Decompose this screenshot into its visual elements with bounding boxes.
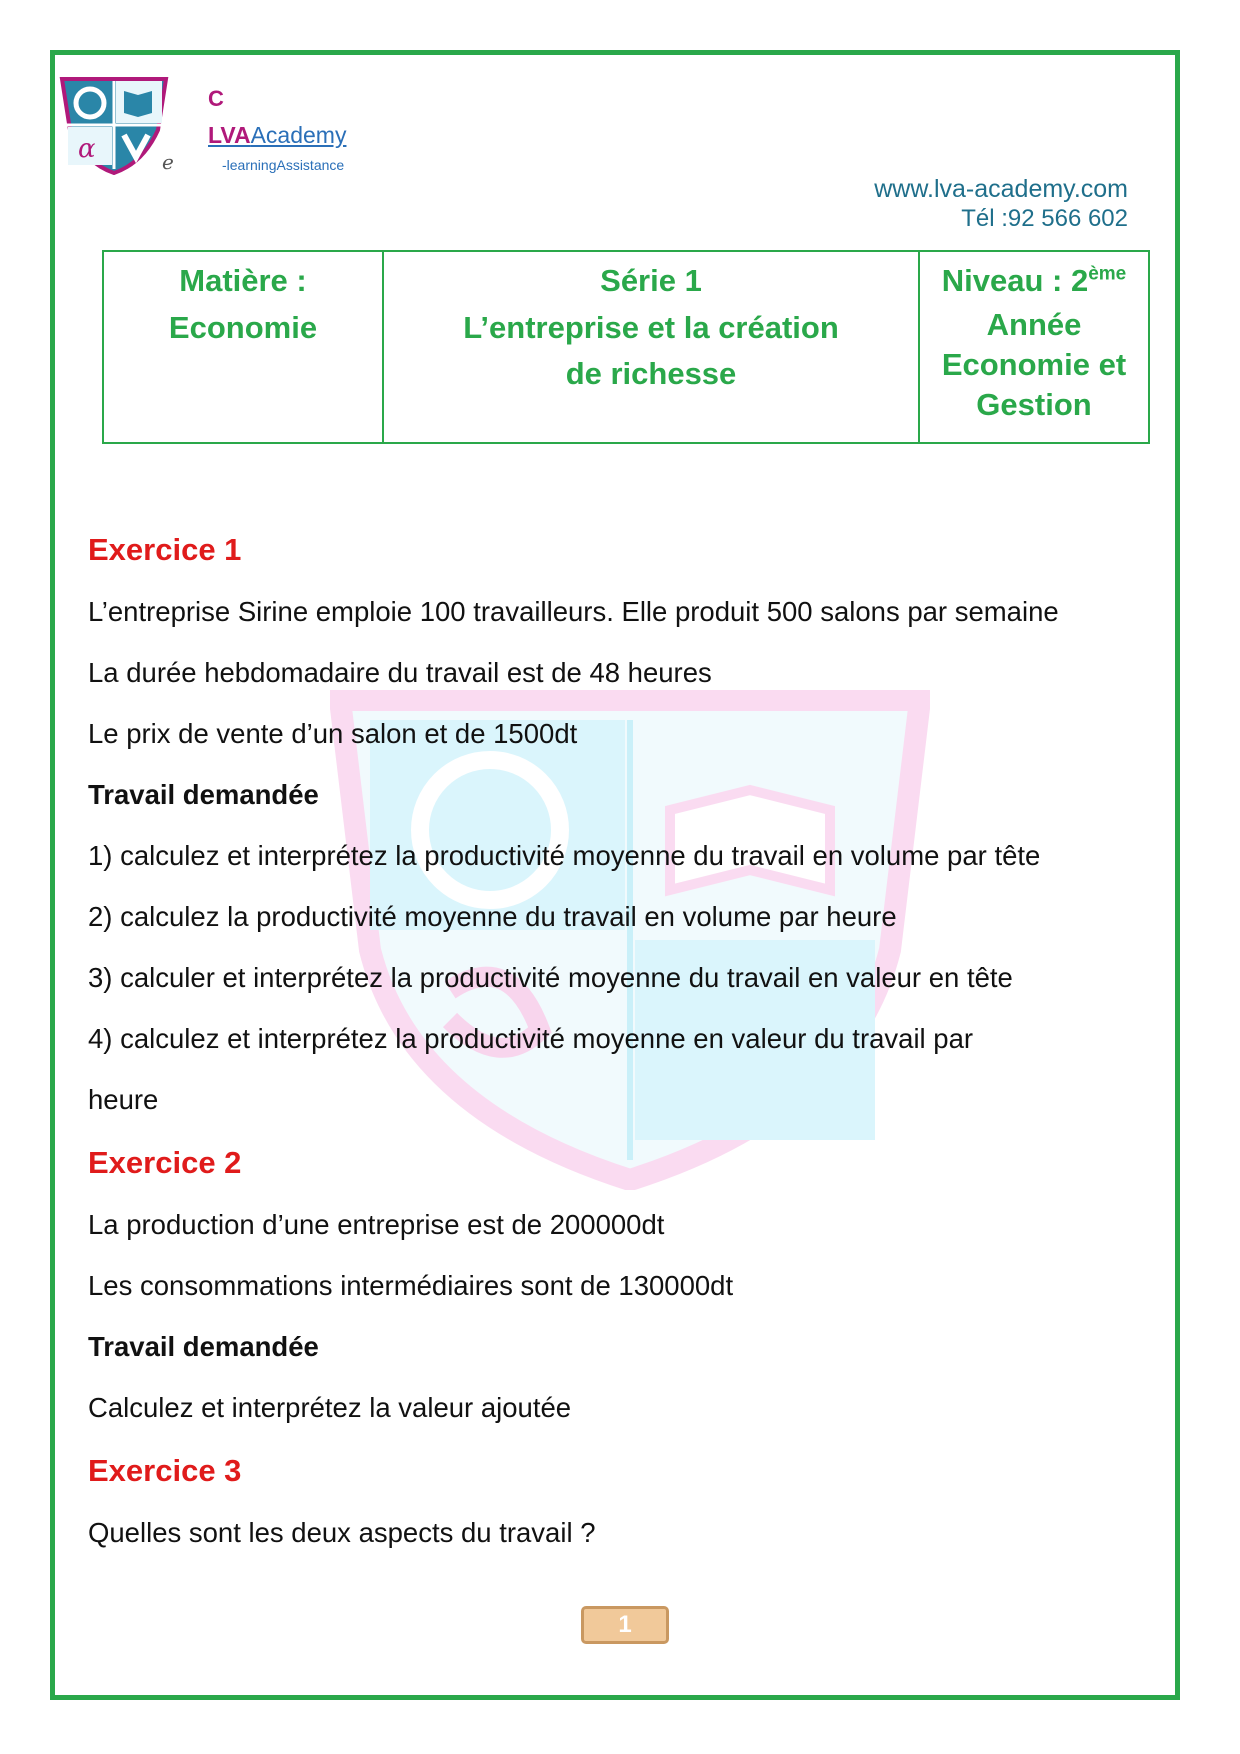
shield-logo-icon [58,75,170,175]
exercise-1-task: 2) calculez la productivité moyenne du travail en volume par heure [88,901,897,932]
subject-label: Matière : [179,263,307,298]
level-cell [919,251,1149,443]
exercise-1-task: 1) calculez et interprétez la productivité moyenne du travail en volume par tête [88,840,1041,871]
exercise-2-title: Exercice 2 [88,1145,242,1180]
brand-letter-e: e [162,150,174,174]
exercise-1-title: Exercice 1 [88,532,242,567]
website-link[interactable]: www.lva-academy.com [874,175,1128,203]
exercise-1-task: 3) calculer et interprétez la productivité moyenne du travail en valeur en tête [88,962,1013,993]
exercise-1-task-label: Travail demandée [88,779,319,810]
subject-value: Economie [168,309,318,345]
level-superscript: ème [1088,263,1127,285]
exercise-2-task: Calculez et interprétez la valeur ajoutée [88,1392,572,1423]
header-table [102,250,1150,444]
series-title-line1: L’entreprise et la création [463,309,839,345]
exercise-content [88,528,1168,1574]
exercise-1-task: heure [88,1084,159,1115]
exercise-1-line: La durée hebdomadaire du travail est de 48 heures [88,657,712,688]
svg-text:α: α [78,134,96,164]
exercise-2-task-label: Travail demandée [88,1331,319,1362]
exercise-3-title: Exercice 3 [88,1453,242,1488]
exercise-3-line: Quelles sont les deux aspects du travail ? [88,1517,596,1548]
phone-number: Tél :92 566 602 [961,205,1128,232]
level-line2: Année [986,306,1082,342]
series-title-line2: de richesse [565,356,737,391]
brand-tagline: -learningAssistance [222,157,345,173]
brand-name [208,122,346,149]
series-number: Série 1 [600,263,702,298]
brand-letter-c: C [208,86,224,111]
exercise-1-line: L’entreprise Sirine emploie 100 travailleurs. Elle produit 500 salons par semaine [88,596,1059,627]
level-line4: Gestion [976,387,1092,423]
exercise-1-task: 4) calculez et interprétez la productivité moyenne en valeur du travail par [88,1023,974,1054]
level-line1 [928,258,1140,305]
subject-cell [103,251,383,443]
exercise-2-line: La production d’une entreprise est de 200000dt [88,1209,665,1240]
level-prefix: Niveau : 2 [941,263,1089,298]
brand-name-academy: Academy [250,122,347,148]
page-number-badge: 1 [581,1606,669,1644]
exercise-1-line: Le prix de vente d’un salon et de 1500dt [88,718,578,749]
brand-name-lva: LVA [208,122,251,148]
series-cell [383,251,919,443]
exercise-2-line: Les consommations intermédiaires sont de 130000dt [88,1270,734,1301]
level-line3: Economie et [941,346,1127,382]
